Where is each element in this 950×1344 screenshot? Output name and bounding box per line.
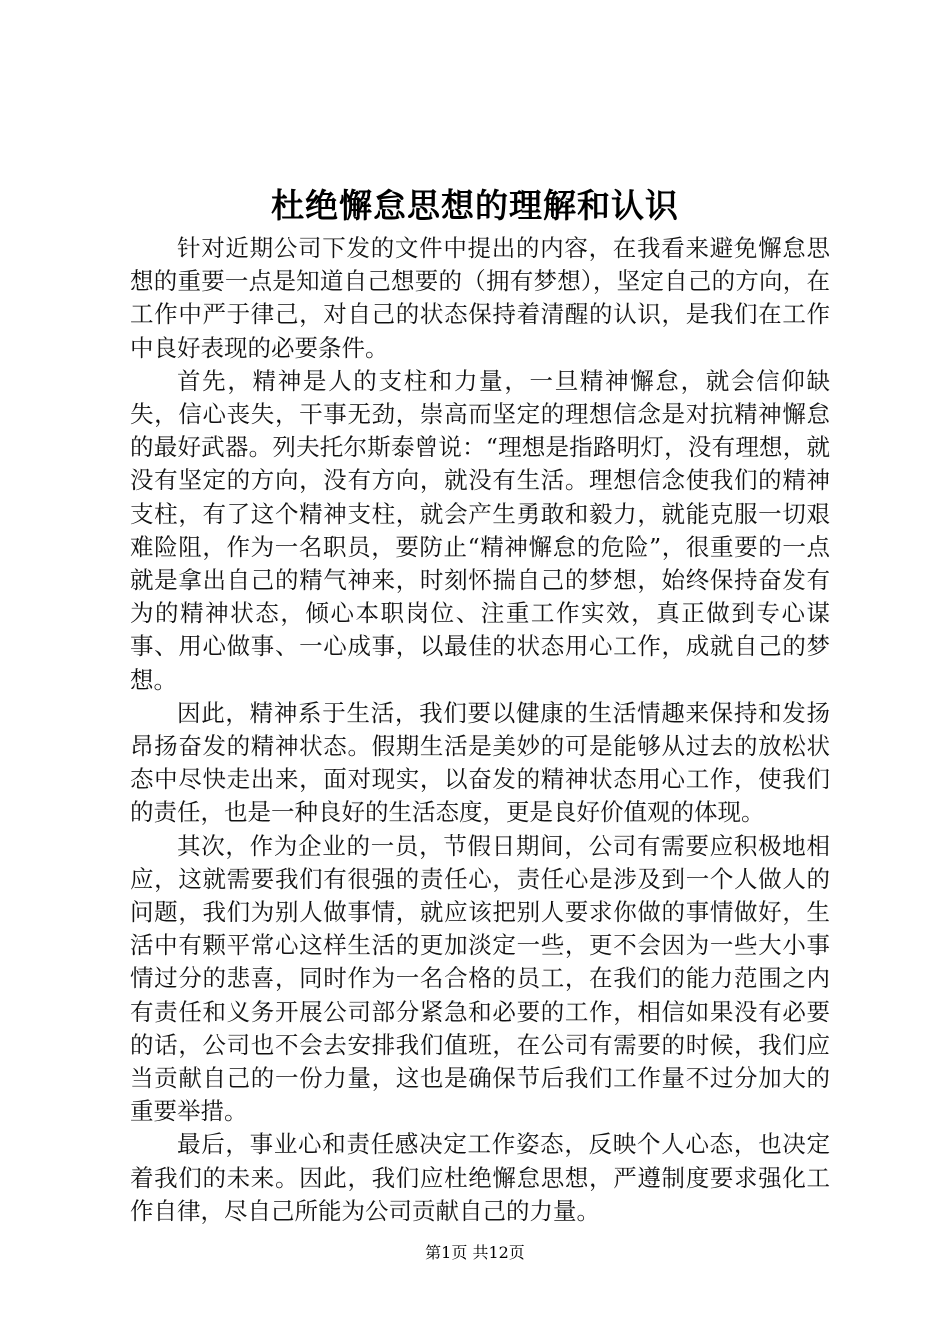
paragraph-2: 首先，精神是人的支柱和力量，一旦精神懈怠，就会信仰缺失，信心丧失，干事无劲，崇高而坚定的理想信念是对抗精神懈怠的最好武器。列夫托尔斯泰曾说：“理想是指路明灯，没有理想，就没有坚定的方向，没有方向，就没有生活。理想信念使我们的精神支柱，有了这个精神支柱，就会产生勇敢和毅力，就能克服一切艰难险阻，作为一名职员，要防止“精神懈怠的危险”，很重要的一点就是拿出自己的精气神来，时刻怀揣自己的梦想，始终保持奋发有为的精神状态，倾心本职岗位、注重工作实效，真正做到专心谋事、用心做事、一心成事，以最佳的状态用心工作，成就自己的梦想。 <box>130 366 830 694</box>
document-title: 杜绝懈怠思想的理解和认识 <box>271 186 679 225</box>
paragraph-4: 其次，作为企业的一员，节假日期间，公司有需要应积极地相应，这就需要我们有很强的责任心，责任心是涉及到一个人做人的问题，我们为别人做事情，就应该把别人要求你做的事情做好，生活中有颗平常心这样生活的更加淡定一些，更不会因为一些大小事情过分的悲喜，同时作为一名合格的员工，在我们的能力范围之内有责任和义务开展公司部分紧急和必要的工作，相信如果没有必要的话，公司也不会去安排我们值班，在公司有需要的时候，我们应当贡献自己的一份力量，这也是确保节后我们工作量不过分加大的重要举措。 <box>130 831 830 1126</box>
paragraph-5: 最后，事业心和责任感决定工作姿态，反映个人心态，也决定着我们的未来。因此，我们应杜绝懈怠思想，严遵制度要求强化工作自律，尽自己所能为公司贡献自己的力量。 <box>130 1130 830 1225</box>
document-body <box>130 232 830 1228</box>
paragraph-3: 因此，精神系于生活，我们要以健康的生活情趣来保持和发扬昂扬奋发的精神状态。假期生活是美妙的可是能够从过去的放松状态中尽快走出来，面对现实，以奋发的精神状态用心工作，使我们的责任，也是一种良好的生活态度，更是良好价值观的体现。 <box>130 698 830 827</box>
page-number-footer: 第1页 共12页 <box>425 1243 525 1262</box>
paragraph-1: 针对近期公司下发的文件中提出的内容，在我看来避免懈怠思想的重要一点是知道自己想要的（拥有梦想），坚定自己的方向，在工作中严于律己，对自己的状态保持着清醒的认识，是我们在工作中良好表现的必要条件。 <box>130 234 830 362</box>
